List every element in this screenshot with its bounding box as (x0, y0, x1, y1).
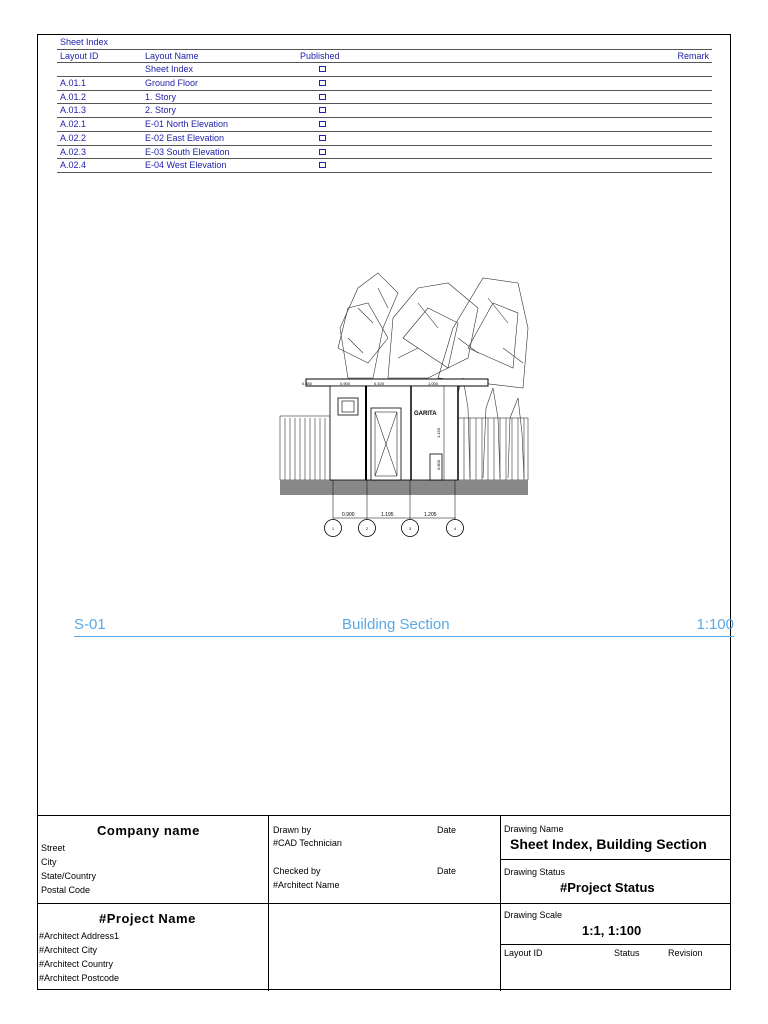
published-checkbox[interactable] (319, 80, 326, 86)
row-layout-id: A.02.1 (60, 119, 87, 130)
row-layout-name: E-04 West Elevation (145, 160, 227, 171)
architect-postcode: #Architect Postcode (39, 973, 120, 983)
table-row (57, 159, 712, 173)
company-street: Street (41, 843, 66, 853)
status-label: Status (614, 948, 640, 958)
table-row (57, 118, 712, 132)
drawing-name-value: Sheet Index, Building Section (510, 836, 707, 852)
drawing-status-value: #Project Status (560, 880, 655, 895)
company-postal: Postal Code (41, 885, 91, 895)
row-layout-name: Ground Floor (145, 78, 199, 89)
row-layout-id: A.01.3 (60, 105, 87, 116)
drawing-name-label: Drawing Name (504, 824, 564, 834)
dim-top-2: 0.900 (340, 381, 351, 386)
row-layout-name: 1. Story (145, 91, 177, 102)
published-checkbox[interactable] (319, 66, 326, 72)
header-published: Published (300, 50, 340, 61)
dim-top-1: 0.350 (302, 381, 313, 386)
grid-label-3: 3 (408, 526, 412, 531)
grid-label-1: 1 (331, 526, 335, 531)
room-label: GARITA (414, 411, 437, 417)
title-block (37, 815, 731, 990)
dim-side-2: 0.800 (436, 459, 441, 470)
divider (500, 944, 731, 945)
table-row (57, 77, 712, 91)
dim-top-3: 0.100 (374, 381, 385, 386)
row-layout-name: E-02 East Elevation (145, 132, 225, 143)
section-name: Building Section (342, 616, 450, 633)
ground-slab (280, 480, 528, 495)
dim-bottom-3: 1.205 (424, 512, 437, 518)
drawn-by-value: #CAD Technician (273, 838, 342, 848)
published-checkbox[interactable] (319, 135, 326, 141)
company-city: City (41, 857, 57, 867)
row-layout-id: A.01.1 (60, 78, 87, 89)
header-remark: Remark (677, 50, 709, 61)
divider (500, 859, 731, 860)
table-row (57, 63, 712, 77)
grid-bubbles (325, 520, 464, 537)
checked-by-value: #Architect Name (273, 880, 340, 890)
dim-bottom-2: 1.195 (381, 512, 394, 518)
section-title-bar (74, 616, 734, 636)
row-layout-id: A.01.2 (60, 91, 87, 102)
guardhouse-section (306, 379, 488, 480)
row-layout-name: 2. Story (145, 105, 177, 116)
company-name: Company name (97, 823, 200, 838)
published-checkbox[interactable] (319, 149, 326, 155)
date2-label: Date (437, 866, 457, 876)
row-layout-name: Sheet Index (145, 64, 194, 75)
table-row (57, 104, 712, 118)
row-layout-id: A.02.2 (60, 132, 87, 143)
section-title-underline (74, 636, 734, 637)
section-scale: 1:100 (696, 616, 734, 633)
dim-top-4: 1.000 (428, 381, 439, 386)
revision-label: Revision (668, 948, 703, 958)
row-layout-name: E-01 North Elevation (145, 119, 229, 130)
date-label: Date (437, 825, 457, 835)
header-layout-id: Layout ID (60, 50, 99, 61)
row-layout-id: A.02.4 (60, 160, 87, 171)
drawn-by-label: Drawn by (273, 825, 312, 835)
table-row (57, 91, 712, 105)
drawing-scale-label: Drawing Scale (504, 910, 563, 920)
grid-label-2: 2 (365, 526, 369, 531)
architect-city: #Architect City (39, 945, 98, 955)
sheet-index-title: Sheet Index (60, 37, 109, 47)
building-section-drawing (278, 268, 530, 540)
checked-by-label: Checked by (273, 866, 321, 876)
dim-bottom-1: 0.900 (342, 512, 355, 518)
row-layout-id: A.02.3 (60, 146, 87, 157)
table-row (57, 146, 712, 160)
architect-address: #Architect Address1 (39, 931, 120, 941)
sheet-index-title-row (57, 36, 712, 50)
row-layout-name: E-03 South Elevation (145, 146, 230, 157)
published-checkbox[interactable] (319, 162, 326, 168)
grid-label-4: 4 (453, 526, 457, 531)
project-name: #Project Name (99, 911, 196, 926)
drawing-status-label: Drawing Status (504, 867, 566, 877)
published-checkbox[interactable] (319, 107, 326, 113)
divider (37, 903, 731, 904)
published-checkbox[interactable] (319, 121, 326, 127)
published-checkbox[interactable] (319, 94, 326, 100)
sheet-index-table (57, 36, 712, 173)
header-layout-name: Layout Name (145, 50, 199, 61)
table-header-row (57, 50, 712, 64)
table-row (57, 132, 712, 146)
fence-left (280, 416, 330, 480)
section-id: S-01 (74, 616, 106, 633)
architect-country: #Architect Country (39, 959, 114, 969)
company-state: State/Country (41, 871, 97, 881)
dim-side-1: 1.150 (436, 427, 441, 438)
drawing-scale-value: 1:1, 1:100 (582, 923, 642, 938)
layout-id-label: Layout ID (504, 948, 543, 958)
